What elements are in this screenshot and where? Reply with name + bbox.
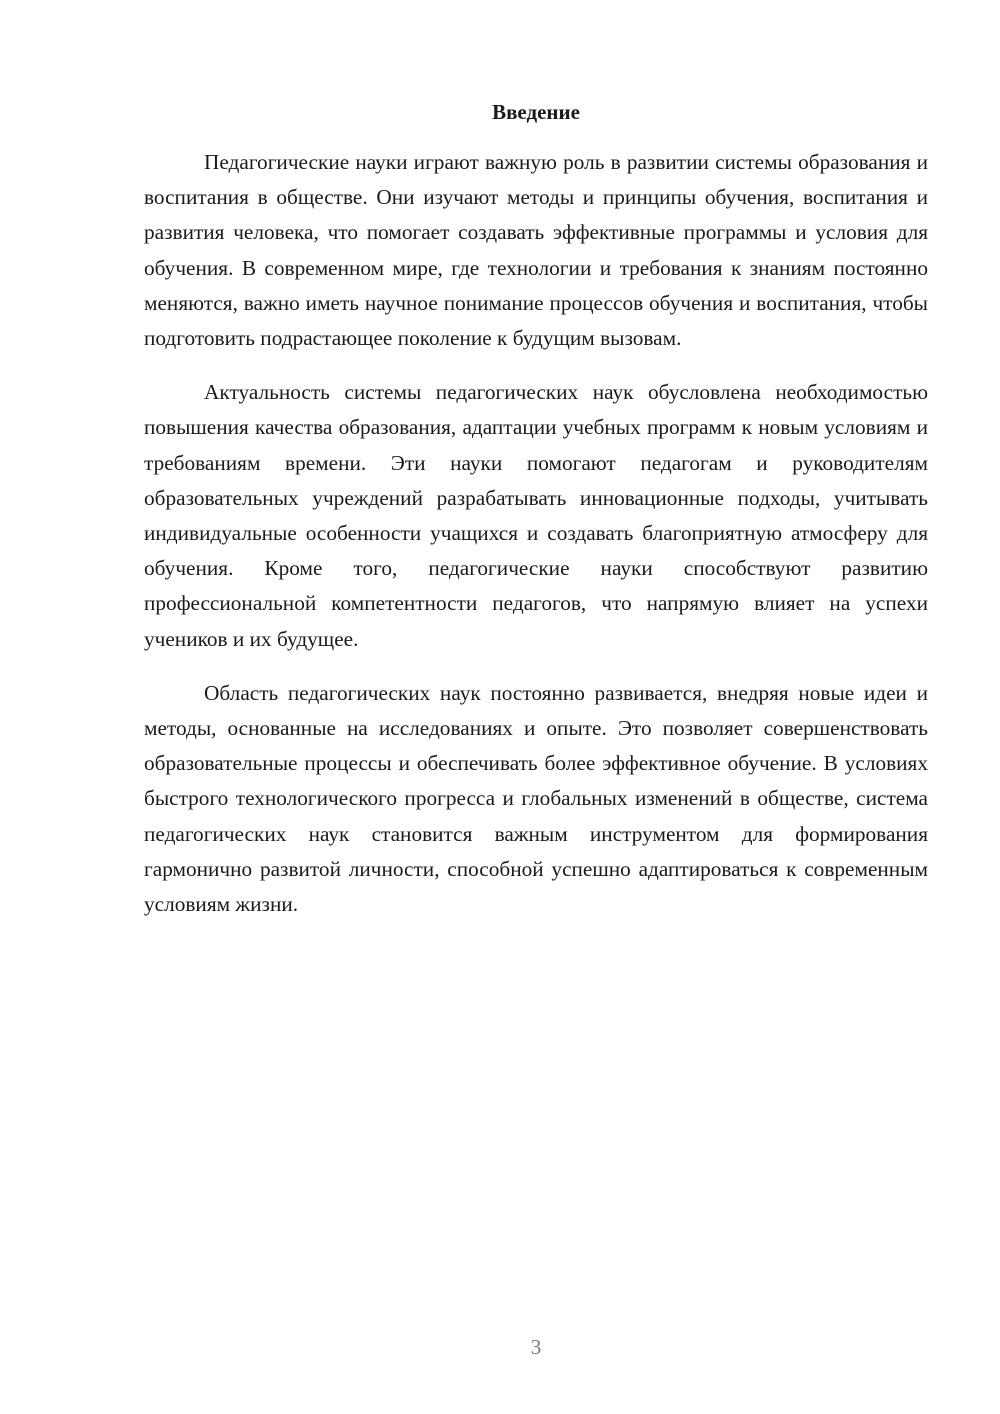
page-title: Введение — [492, 100, 580, 124]
page-number: 3 — [530, 1335, 542, 1359]
paragraph-1: Педагогические науки играют важную роль в развитии системы образования и воспитания в обществе. Они изучают методы и принципы обучения, воспитания и развития человека, что помогает создавать эффективные программы и условия для обучения. В современном мире, где технологии и требования к знаниям постоянно меняются, важно иметь научное понимание процессов обучения и воспитания, чтобы подготовить подрастающее поколение к будущим вызовам. — [144, 150, 928, 351]
body-text — [144, 145, 928, 941]
paragraph-3: Область педагогических наук постоянно развивается, внедряя новые идеи и методы, основанные на исследованиях и опыте. Это позволяет совершенствовать образовательные процессы и обеспечивать более эффективное обучение. В условиях быстрого технологического прогресса и глобальных изменений в обществе, система педагогических наук становится важным инструментом для формирования гармонично развитой личности, способной успешно адаптироваться к современным условиям жизни. — [144, 680, 928, 917]
paragraph-2: Актуальность системы педагогических наук обусловлена необходимостью повышения качества образования, адаптации учебных программ к новым условиям и требованиям времени. Эти науки помогают педагогам и руководителям образовательных учреждений разрабатывать инновационные подходы, учитывать индивидуальные особенности учащихся и создавать благоприятную атмосферу для обучения. Кроме того, педагогические науки способствуют развитию профессиональной компетентности педагогов, что напрямую влияет на успехи учеников и их будущее. — [144, 380, 928, 651]
